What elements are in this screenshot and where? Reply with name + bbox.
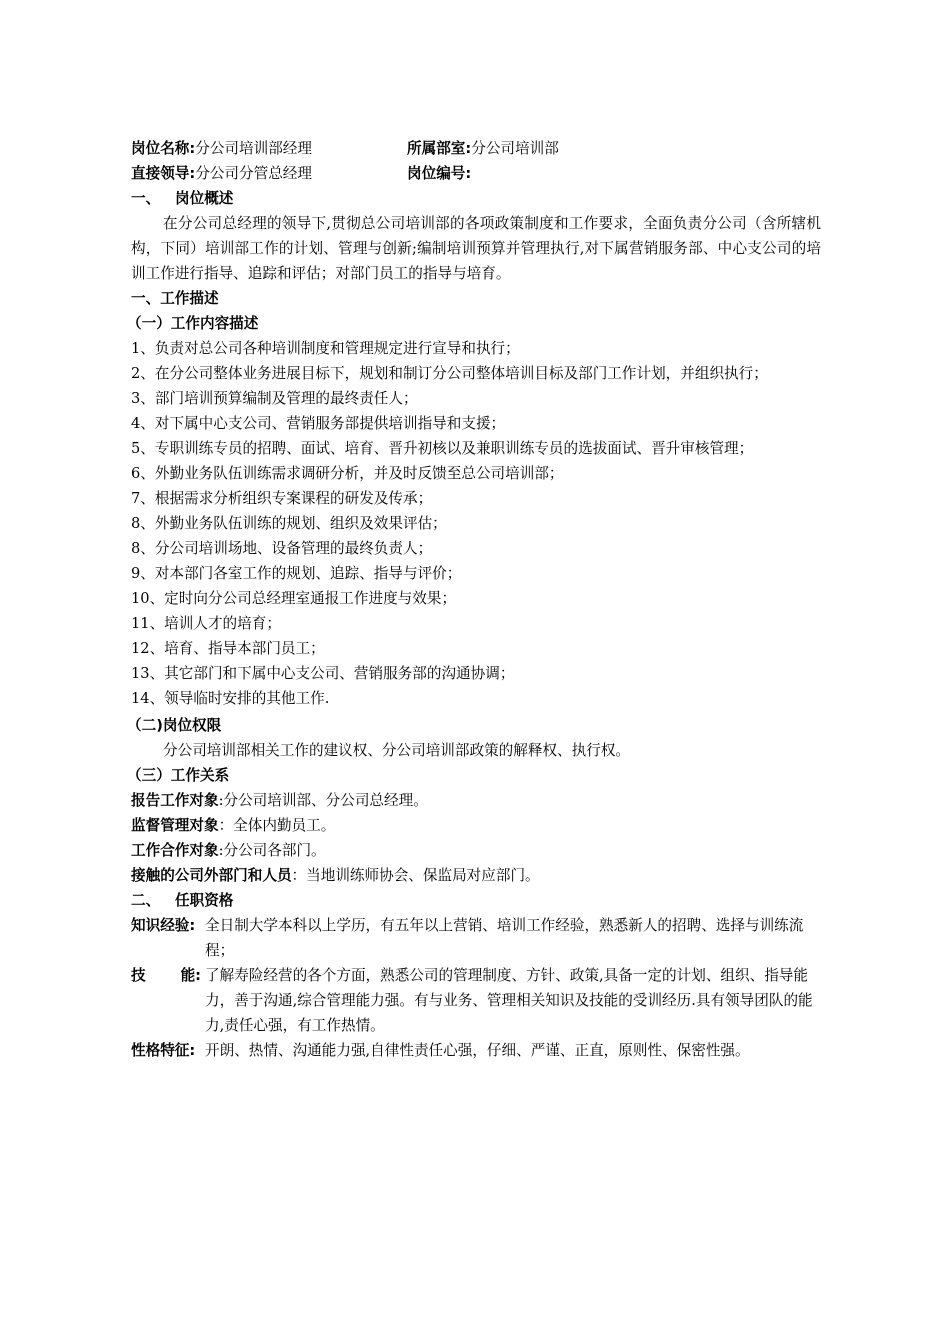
overview-number: 一、 bbox=[131, 190, 161, 207]
department-value: 分公司培训部 bbox=[471, 140, 559, 157]
relations-heading: （三）工作关系 bbox=[127, 767, 230, 784]
department bbox=[407, 136, 559, 161]
work-items-list bbox=[131, 336, 821, 711]
list-item: 6、外勤业务队伍训练需求调研分析，并及时反馈至总公司培训部； bbox=[131, 465, 564, 482]
list-item: 5、专职训练专员的招聘、面试、培育、晋升初核以及兼职训练专员的选拔面试、晋升审核管理； bbox=[131, 440, 754, 457]
personality-text: 开朗、热情、沟通能力强,自律性责任心强，仔细、严谨、正直，原则性、保密性强。 bbox=[205, 1042, 750, 1059]
position-name bbox=[131, 136, 407, 161]
authority-heading: （二)岗位权限 bbox=[127, 717, 222, 734]
list-item: 11、培训人才的培育； bbox=[131, 615, 281, 632]
direct-leader-value: 分公司分管总经理 bbox=[195, 165, 312, 182]
work-content-heading: （一）工作内容描述 bbox=[127, 315, 259, 332]
department-label: 所属部室: bbox=[407, 140, 472, 157]
knowledge-label: 知识经验: bbox=[131, 917, 196, 934]
list-item: 3、部门培训预算编制及管理的最终责任人； bbox=[131, 390, 418, 407]
overview-text: 在分公司总经理的领导下,贯彻总公司培训部的各项政策制度和工作要求，全面负责分公司（含所辖机构，下同）培训部工作的计划、管理与创新;编制培训预算并管理执行,对下属营销服务部、中心支公司的培训工作进行指导、追踪和评估；对部门员工的指导与培育。 bbox=[131, 215, 821, 282]
authority-text: 分公司培训部相关工作的建议权、分公司培训部政策的解释权、执行权。 bbox=[163, 742, 631, 759]
relation-label: 监督管理对象 bbox=[131, 817, 219, 834]
list-item: 2、在分公司整体业务进展目标下，规划和制订分公司整体培训目标及部门工作计划，并组织执行； bbox=[131, 365, 768, 382]
direct-leader-label: 直接领导: bbox=[131, 165, 196, 182]
qualification-skills bbox=[131, 963, 821, 1038]
list-item: 8、分公司培训场地、设备管理的最终负责人； bbox=[131, 540, 433, 557]
relation-label: 报告工作对象 bbox=[131, 792, 219, 809]
relation-supervise bbox=[131, 813, 821, 838]
position-code-label: 岗位编号: bbox=[407, 165, 472, 182]
list-item: 13、其它部门和下属中心支公司、营销服务部的沟通协调； bbox=[131, 665, 515, 682]
list-item: 10、定时向分公司总经理室通报工作进度与效果； bbox=[131, 590, 457, 607]
relation-text: ：全体内勤员工。 bbox=[218, 817, 336, 834]
direct-leader bbox=[131, 161, 407, 186]
knowledge-text: 全日制大学本科以上学历，有五年以上营销、培训工作经验，熟悉新人的招聘、选择与训练流程； bbox=[205, 917, 804, 959]
relation-text: ：当地训练师协会、保监局对应部门。 bbox=[291, 867, 540, 884]
relation-text: :分公司培训部、分公司总经理。 bbox=[218, 792, 428, 809]
list-item: 9、对本部门各室工作的规划、追踪、指导与评价； bbox=[131, 565, 462, 582]
skills-label-a: 技 bbox=[131, 967, 146, 984]
skills-label-b: 能: bbox=[180, 967, 201, 984]
personality-label: 性格特征: bbox=[131, 1042, 196, 1059]
list-item: 8、外勤业务队伍训练的规划、组织及效果评估； bbox=[131, 515, 447, 532]
list-item: 7、根据需求分析组织专案课程的研发及传承； bbox=[131, 490, 433, 507]
position-name-value: 分公司培训部经理 bbox=[195, 140, 312, 157]
list-item: 4、对下属中心支公司、营销服务部提供培训指导和支援； bbox=[131, 415, 506, 432]
skills-text: 了解寿险经营的各个方面，熟悉公司的管理制度、方针、政策,具备一定的计划、组织、指导能力，善于沟通,综合管理能力强。有与业务、管理相关知识及技能的受训经历.具有领导团队的能力,责任心强，有工作热情。 bbox=[205, 967, 813, 1034]
qualification-heading bbox=[131, 888, 821, 913]
relation-external bbox=[131, 863, 821, 888]
qualification-personality bbox=[131, 1038, 821, 1063]
overview-title: 岗位概述 bbox=[175, 190, 234, 207]
overview-heading bbox=[131, 186, 821, 211]
meta-row-2 bbox=[131, 161, 821, 186]
relation-report-to bbox=[131, 788, 821, 813]
document-page bbox=[127, 136, 821, 1063]
relation-text: :分公司各部门。 bbox=[218, 842, 326, 859]
qualification-title: 任职资格 bbox=[175, 892, 234, 909]
position-name-label: 岗位名称: bbox=[131, 140, 196, 157]
qualification-number: 二、 bbox=[131, 892, 161, 909]
list-item: 12、培育、指导本部门员工； bbox=[131, 640, 325, 657]
list-item: 1、负责对总公司各种培训制度和管理规定进行宣导和执行； bbox=[131, 340, 520, 357]
list-item: 14、领导临时安排的其他工作. bbox=[131, 690, 330, 707]
meta-row-1 bbox=[131, 136, 821, 161]
qualification-knowledge bbox=[131, 913, 821, 963]
relation-label: 接触的公司外部门和人员 bbox=[131, 867, 292, 884]
work-heading: 一、工作描述 bbox=[131, 290, 219, 307]
skills-label bbox=[131, 963, 205, 1038]
position-code bbox=[407, 161, 471, 186]
relation-label: 工作合作对象 bbox=[131, 842, 219, 859]
relation-cooperate bbox=[131, 838, 821, 863]
